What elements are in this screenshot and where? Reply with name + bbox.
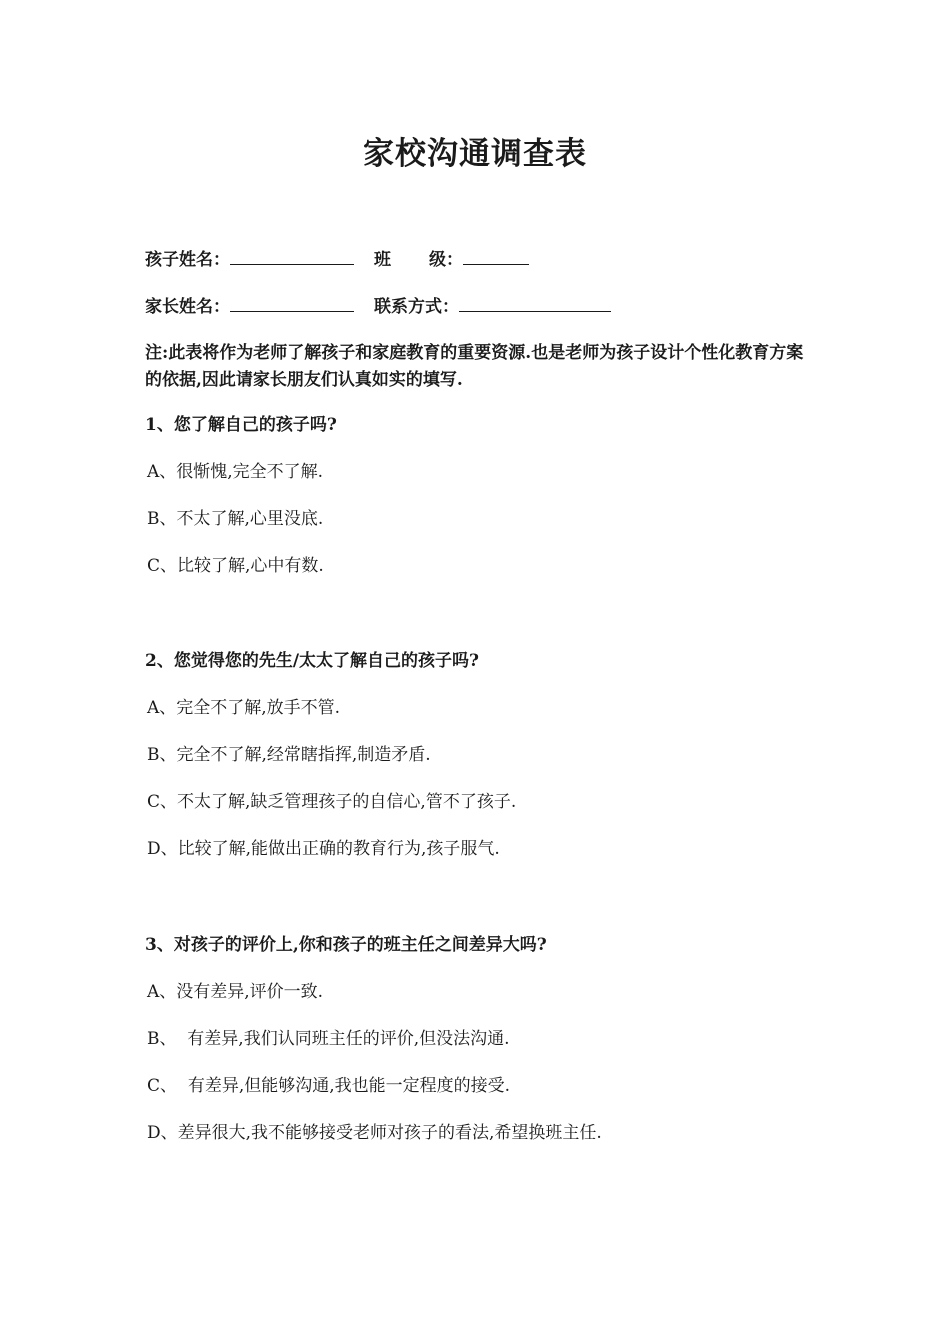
parent-name-blank[interactable] [230,291,354,312]
parent-name-label: 家长姓名： [145,297,230,317]
question-1: 1、您了解自己的孩子吗? [145,415,337,435]
q1-option-a[interactable]: A、很惭愧,完全不了解. [147,462,324,482]
q2-option-b[interactable]: B、完全不了解,经常瞎指挥,制造矛盾. [147,745,431,765]
q1-option-b[interactable]: B、不太了解,心里没底. [147,509,324,529]
child-name-label: 孩子姓名： [145,250,230,270]
child-name-blank[interactable] [230,244,354,265]
question-2: 2、您觉得您的先生/太太了解自己的孩子吗? [145,651,479,671]
parent-contact-row [145,291,611,317]
q3-option-a[interactable]: A、没有差异,评价一致. [147,982,324,1002]
instruction-note: 注:此表将作为老师了解孩子和家庭教育的重要资源.也是老师为孩子设计个性化教育方案的依据,因此请家长朋友们认真如实的填写. [145,343,804,390]
q3-option-c[interactable]: C、 有差异,但能够沟通,我也能一定程度的接受. [147,1076,511,1096]
q1-option-c[interactable]: C、比较了解,心中有数. [147,556,324,576]
q3-option-d[interactable]: D、差异很大,我不能够接受老师对孩子的看法,希望换班主任. [147,1123,602,1143]
class-blank[interactable] [463,244,529,265]
class-label-a: 班 [374,250,391,270]
q2-option-c[interactable]: C、不太了解,缺乏管理孩子的自信心,管不了孩子. [147,792,517,812]
q2-option-d[interactable]: D、比较了解,能做出正确的教育行为,孩子服气. [147,839,500,859]
contact-label: 联系方式： [374,297,459,317]
contact-blank[interactable] [459,291,611,312]
q2-option-a[interactable]: A、完全不了解,放手不管. [147,698,341,718]
question-3: 3、对孩子的评价上,你和孩子的班主任之间差异大吗? [145,935,547,955]
child-class-row [145,244,529,270]
class-label-b: 级： [429,250,463,270]
q3-option-b[interactable]: B、 有差异,我们认同班主任的评价,但没法沟通. [147,1029,510,1049]
page-title: 家校沟通调查表 [363,136,587,172]
